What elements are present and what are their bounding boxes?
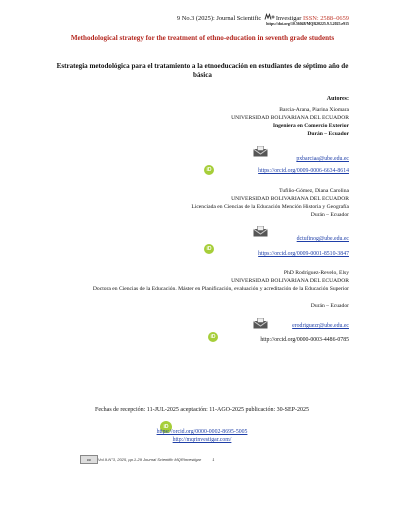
author-location: Durán – Ecuador <box>310 303 349 309</box>
journal-orcid-link[interactable]: https://orcid.org/0000-0002-8695-5005 <box>156 429 248 435</box>
author-orcid-link[interactable]: https://orcid.org/0009-0006-6634-8614 <box>258 168 349 174</box>
author-degree: Doctora en Ciencias de la Educación. Máster en Planificación, evaluación y acreditación de la Educación Superior <box>92 286 349 292</box>
title-spanish: Estrategia metodológica para el tratamiento a la etnoeducación en estudiantes de séptimo año de básica <box>56 62 349 79</box>
author-name: PhD Rodríguez-Revelo, Elsy <box>283 270 349 276</box>
journal-orcid-row <box>0 429 404 435</box>
running-header <box>30 13 349 22</box>
authors-heading: Autores: <box>326 96 349 102</box>
journal-url-link[interactable]: http://mqrinvestigar.com/ <box>172 437 232 443</box>
author-email-link[interactable]: dctufinog@ube.edu.ec <box>296 236 349 242</box>
author-institution: UNIVERSIDAD BOLIVARIANA DEL ECUADOR <box>231 196 349 202</box>
author-name: Tufiño-Gómez, Diana Carolina <box>279 188 349 194</box>
author-degree: Licenciada en Ciencias de la Educación Mención Historia y Geografía <box>191 204 349 210</box>
issn: ISSN: 2588–0659 <box>303 15 349 22</box>
creative-commons-badge: cc <box>80 455 98 464</box>
publication-dates: Fechas de recepción: 11-JUL-2025 aceptación: 11-AGO-2025 publicación: 30-SEP-2025 <box>95 407 309 413</box>
doi: https://doi.org/10.56048/MQR20225.9.3.2025.e915 <box>266 22 349 26</box>
footer-citation-text: Vol.9-N°3, 2025, pp.1-29 Journal Scientific MQRInvestigar <box>98 457 202 462</box>
journal-url-row <box>0 437 404 443</box>
orcid-icon: iD <box>160 421 172 433</box>
page-number: 1 <box>212 457 215 462</box>
author-location: Durán – Ecuador <box>307 131 349 137</box>
author-location: Durán – Ecuador <box>310 212 349 218</box>
author-email-link[interactable]: pxbarciaa@ube.edu.ec <box>296 156 349 162</box>
author-orcid-link[interactable]: https://orcid.org/0009-0001-8510-3847 <box>258 251 349 257</box>
header-brand: Investigar <box>275 15 302 22</box>
author-institution: UNIVERSIDAD BOLIVARIANA DEL ECUADOR <box>231 115 349 121</box>
author-institution: UNIVERSIDAD BOLIVARIANA DEL ECUADOR <box>231 278 349 284</box>
header-issue: 9 No.3 (2025): Journal Scientific <box>176 15 262 22</box>
author-orcid-link[interactable]: http://orcid.org/0000-0003-4486-0785 <box>260 337 349 343</box>
author-email-link[interactable]: erodriguezr@ube.edu.ec <box>292 323 349 329</box>
orcid-icon: iD <box>208 332 218 342</box>
author-name: Barcia-Arana, Piarina Xiomara <box>279 107 349 113</box>
mqr-logo-icon <box>264 13 275 21</box>
email-icon <box>253 318 268 329</box>
orcid-icon: iD <box>204 244 214 254</box>
orcid-icon: iD <box>204 165 214 175</box>
title-english: Methodological strategy for the treatment of ethno-education in seventh grade students <box>70 34 335 42</box>
email-icon <box>253 226 268 237</box>
footer-citation <box>98 457 214 462</box>
author-degree: Ingeniera en Comercio Exterior <box>272 123 349 129</box>
email-icon <box>253 146 268 157</box>
